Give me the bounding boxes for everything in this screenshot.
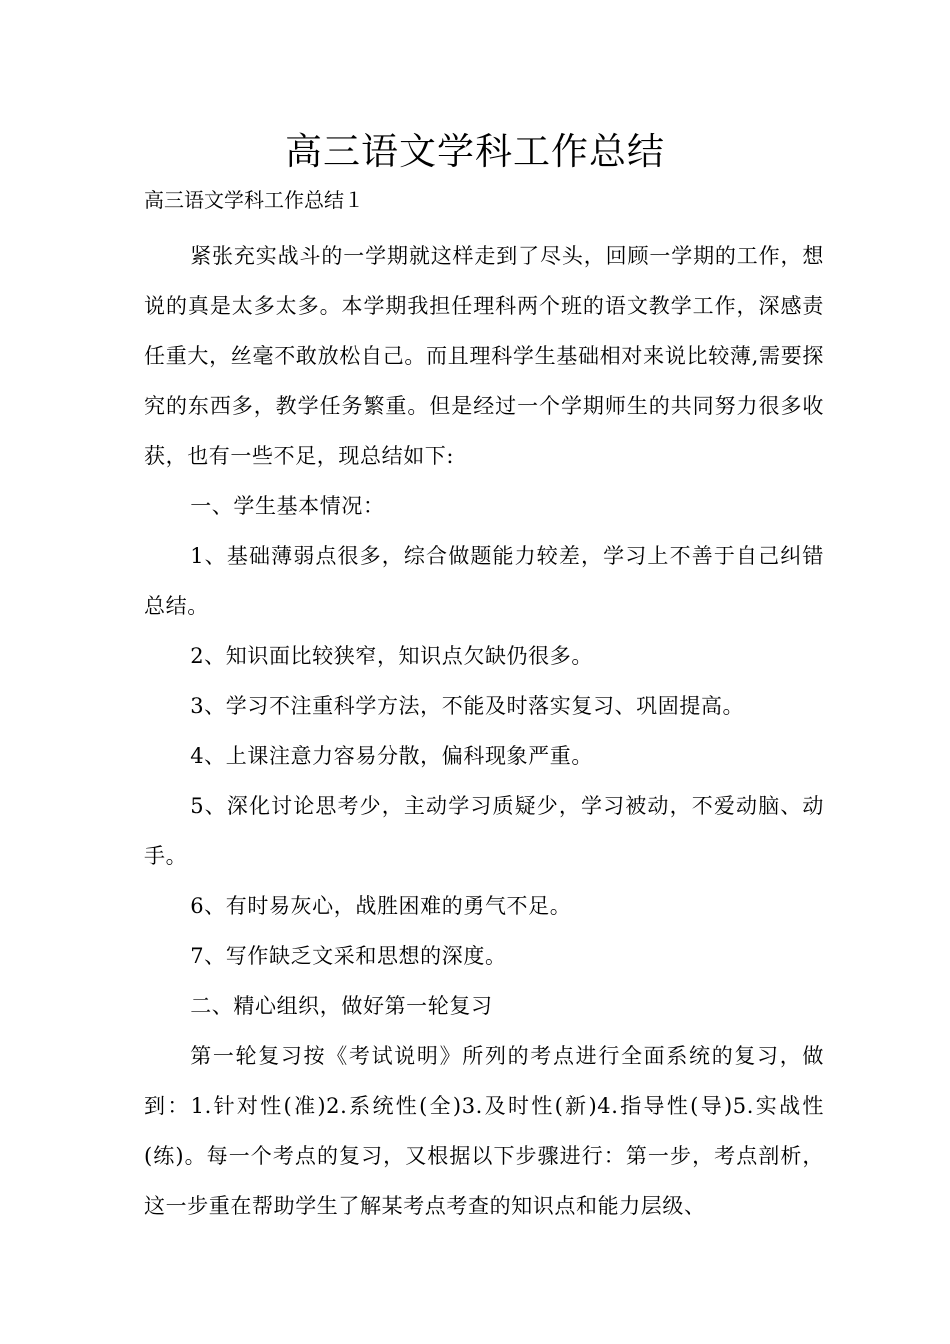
document-body: [144, 231, 824, 1231]
document-title: 高三语文学科工作总结: [285, 130, 665, 173]
list-item: 7、写作缺乏文采和思想的深度。: [190, 944, 507, 968]
document-subtitle: 高三语文学科工作总结１: [144, 188, 364, 212]
paragraph-review: 第一轮复习按《考试说明》所列的考点进行全面系统的复习，做到：1.针对性(准)2.系统性(全)3.及时性(新)4.指导性(导)5.实战性(练)。每一个考点的复习，又根据以下步骤进行：第一步，考点剖析，这一步重在帮助学生了解某考点考查的知识点和能力层级、: [144, 1044, 824, 1218]
list-item: 2、知识面比较狭窄，知识点欠缺仍很多。: [190, 644, 593, 668]
section-heading-1: 一、学生基本情况：: [190, 494, 385, 518]
paragraph-intro: 紧张充实战斗的一学期就这样走到了尽头，回顾一学期的工作，想说的真是太多太多。本学期我担任理科两个班的语文教学工作，深感责任重大，丝毫不敢放松自己。而且理科学生基础相对来说比较薄,需要探究的东西多，教学任务繁重。但是经过一个学期师生的共同努力很多收获，也有一些不足，现总结如下:: [144, 244, 824, 468]
section-heading-2: 二、精心组织，做好第一轮复习: [190, 994, 493, 1018]
list-item: 4、上课注意力容易分散，偏科现象严重。: [190, 744, 593, 768]
list-item: 6、有时易灰心，战胜困难的勇气不足。: [190, 894, 572, 918]
list-item: 3、学习不注重科学方法，不能及时落实复习、巩固提高。: [190, 694, 745, 718]
list-item: 1、基础薄弱点很多，综合做题能力较差，学习上不善于自己纠错总结。: [144, 544, 824, 618]
list-item: 5、深化讨论思考少，主动学习质疑少，学习被动，不爱动脑、动手。: [144, 794, 824, 868]
